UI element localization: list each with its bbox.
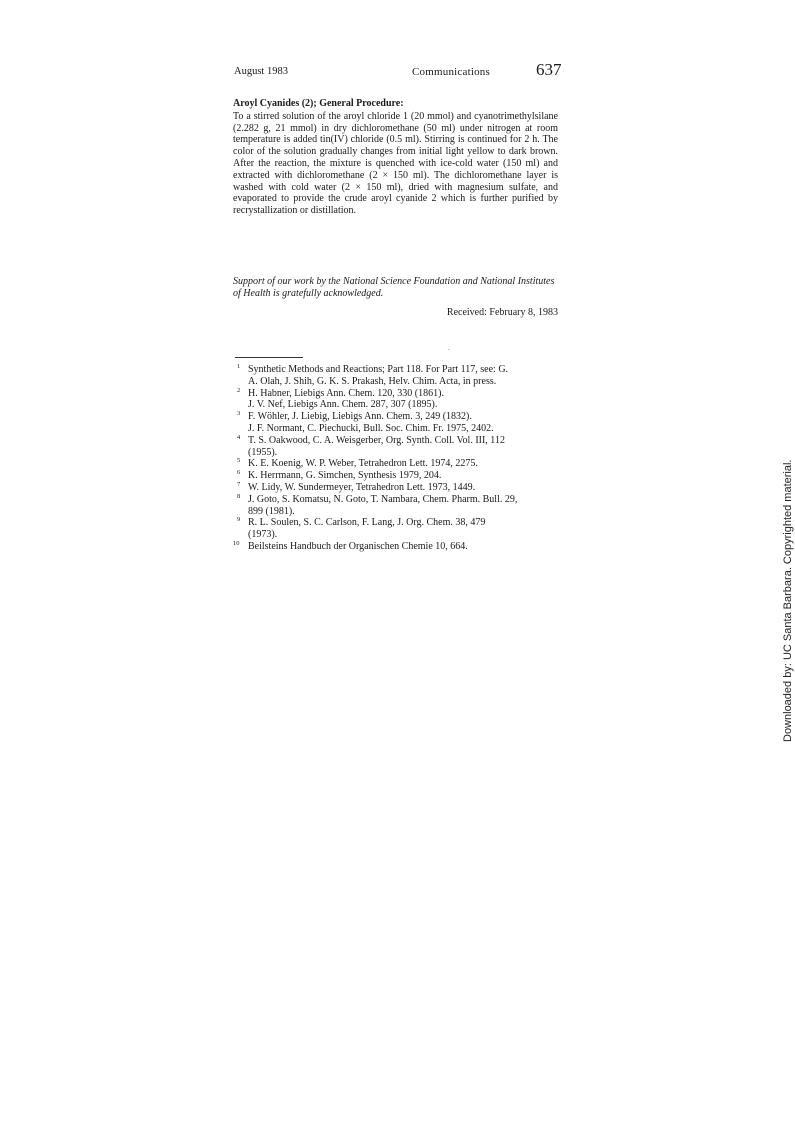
page-header (0, 62, 795, 84)
reference-text: F. Wöhler, J. Liebig, Liebigs Ann. Chem. 3, 249 (1832). (248, 411, 472, 423)
reference-number: 5 (237, 457, 241, 465)
reference-number: 6 (237, 469, 241, 477)
reference-text: (1973). (248, 529, 278, 541)
reference-number: 7 (237, 480, 241, 488)
reference-number: 9 (237, 516, 241, 524)
reference-number: 2 (237, 386, 241, 394)
reference-item (233, 458, 558, 470)
download-notice: Downloaded by: UC Santa Barbara. Copyrighted material. (782, 459, 794, 742)
footnote-rule (235, 357, 303, 358)
procedure-heading: Aroyl Cyanides (2); General Procedure: (233, 98, 404, 109)
procedure-body (233, 111, 558, 217)
reference-text: K. E. Koenig, W. P. Weber, Tetrahedron Lett. 1974, 2275. (248, 458, 478, 470)
reference-item (233, 482, 558, 494)
reference-text: K. Herrmann, G. Simchen, Synthesis 1979, 204. (248, 470, 442, 482)
reference-number: 3 (237, 410, 241, 418)
reference-number: 8 (237, 492, 241, 500)
reference-text: Synthetic Methods and Reactions; Part 118. For Part 117, see: G. (248, 364, 509, 375)
section-title: Communications (412, 66, 490, 78)
reference-text: 899 (1981). (248, 505, 295, 517)
reference-text: A. Olah, J. Shih, G. K. S. Prakash, Helv. Chim. Acta, in press. (248, 375, 497, 387)
page-number: 637 (536, 60, 562, 79)
procedure-section (233, 98, 558, 217)
reference-text: T. S. Oakwood, C. A. Weisgerber, Org. Synth. Coll. Vol. III, 112 (248, 434, 505, 446)
reference-item (233, 517, 558, 541)
issue-date: August 1983 (234, 66, 288, 77)
reference-text: R. L. Soulen, S. C. Carlson, F. Lang, J. Org. Chem. 38, 479 (248, 517, 486, 529)
reference-number: 4 (237, 433, 241, 441)
reference-text: Beilsteins Handbuch der Organischen Chemie 10, 664. (248, 540, 468, 552)
reference-text: (1955). (248, 446, 278, 458)
acknowledgement: Support of our work by the National Science Foundation and National Institutes of Health is gratefully acknowledged. (233, 276, 555, 299)
reference-text: H. Habner, Liebigs Ann. Chem. 120, 330 (1861). (248, 387, 444, 399)
reference-list (233, 364, 558, 553)
reference-item (233, 541, 558, 553)
reference-item (233, 364, 558, 388)
reference-text: J. V. Nef, Liebigs Ann. Chem. 287, 307 (1895). (248, 399, 438, 411)
reference-item (233, 435, 558, 459)
procedure-text: To a stirred solution of the aroyl chloride 1 (20 mmol) and cyanotrimethylsilane (2.282 g, 21 mmol) in dry dichloromethane (50 ml) under nitrogen at room temperature is added tin(IV) chloride (0.5 ml). Stirring is continued for 2 h. The color of the solution gradually changes from initial light yellow to dark brown. After the reaction, the mixture is quenched with ice-cold water (150 ml) and extracted with dichloromethane (2 × 150 ml). The dichloromethane layer is washed with cold water (2 × 150 ml), dried with magnesium sulfate, and evaporated to provide the crude aroyl cyanide 2 which is further purified by recrystallization or distillation. (233, 110, 558, 217)
reference-item (233, 388, 558, 412)
reference-text: W. Lidy, W. Sundermeyer, Tetrahedron Lett. 1973, 1449. (248, 481, 476, 493)
reference-text: J. F. Normant, C. Piechucki, Bull. Soc. Chim. Fr. 1975, 2402. (248, 422, 494, 434)
reference-item (233, 470, 558, 482)
reference-item (233, 494, 558, 518)
scan-speck (448, 349, 450, 350)
reference-item (233, 411, 558, 435)
reference-number: 1 (237, 363, 241, 370)
received-date: Received: February 8, 1983 (446, 307, 558, 318)
reference-number: 10 (233, 539, 240, 547)
reference-text: J. Goto, S. Komatsu, N. Goto, T. Nambara, Chem. Pharm. Bull. 29, (248, 493, 518, 505)
